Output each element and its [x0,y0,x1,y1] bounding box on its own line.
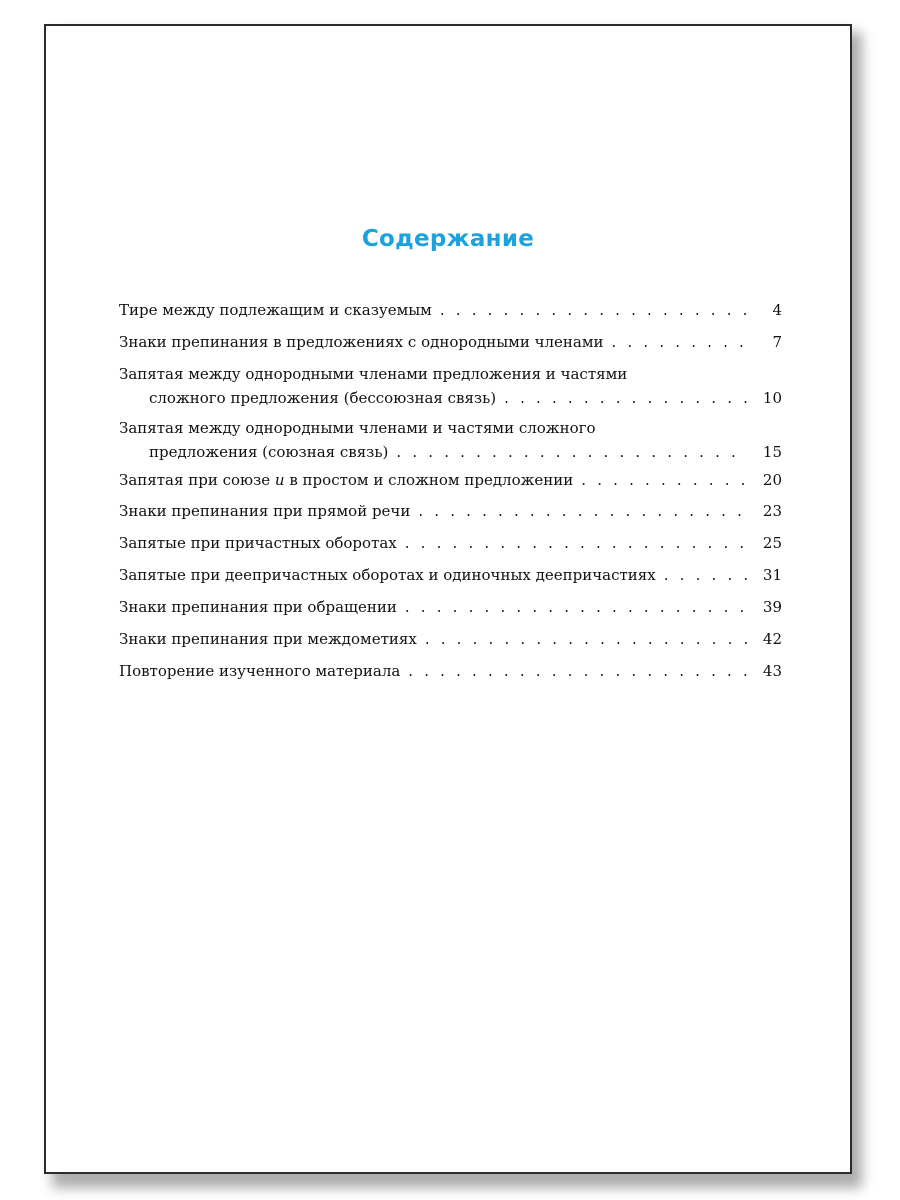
toc-entry-title: Знаки препинания при прямой речи [119,502,411,520]
toc-entry-title: Запятые при причастных оборотах [119,534,397,552]
toc-entry[interactable] [119,595,782,619]
toc-entry[interactable] [119,298,782,322]
toc-page-number: 10 [762,389,782,407]
toc-entry[interactable] [119,499,782,523]
toc-page-number: 15 [762,443,782,461]
leader-dots [405,595,748,619]
leader-dots [418,499,748,523]
toc-entry-title: Тире между подлежащим и сказуемым [119,301,432,319]
leader-dots [581,468,748,492]
toc-entry-title-part: Запятая при союзе [119,471,275,489]
toc-page-number: 20 [762,471,782,489]
toc-page-number: 31 [762,566,782,584]
toc-entry-title: Запятые при деепричастных оборотах и одиночных деепричастиях [119,566,656,584]
toc-entry[interactable] [119,627,782,651]
document-page [44,24,852,1174]
toc-page-number: 42 [762,630,782,648]
toc-entry[interactable] [119,362,782,410]
toc-page-number: 39 [762,598,782,616]
toc-entry[interactable] [119,563,782,587]
toc-entry-title: Запятая между однородными членами и частями сложного [119,419,596,437]
toc-page-number: 7 [772,333,782,351]
toc-entry-title: Знаки препинания в предложениях с однородными членами [119,333,604,351]
toc-page-number: 43 [762,662,782,680]
toc-page-number: 4 [772,301,782,319]
toc-entry[interactable] [119,468,782,492]
leader-dots [504,386,748,410]
toc-page-number: 25 [762,534,782,552]
toc-entry[interactable] [119,330,782,354]
leader-dots [425,627,748,651]
toc-entry-title: Знаки препинания при обращении [119,598,397,616]
toc-entry-title: Знаки препинания при междометиях [119,630,417,648]
toc-entry[interactable] [119,531,782,555]
toc-entry-title-part: в простом и сложном предложении [284,471,574,489]
toc-entry-title-continuation: предложения (союзная связь) [149,443,389,461]
toc-entry-title-italic: и [274,471,285,489]
leader-dots [612,330,748,354]
page-title: Содержание [361,226,535,252]
leader-dots [405,531,748,555]
toc-entry[interactable] [119,416,782,464]
toc-entry-title: Повторение изученного материала [119,662,401,680]
toc-entry-title: Запятая между однородными членами предложения и частями [119,365,628,383]
leader-dots [396,440,748,464]
leader-dots [440,298,748,322]
toc-page-number: 23 [762,502,782,520]
leader-dots [408,659,748,683]
toc-entry-title-continuation: сложного предложения (бессоюзная связь) [149,389,497,407]
toc-entry-title [119,468,573,492]
toc-entry[interactable] [119,659,782,683]
leader-dots [664,563,748,587]
